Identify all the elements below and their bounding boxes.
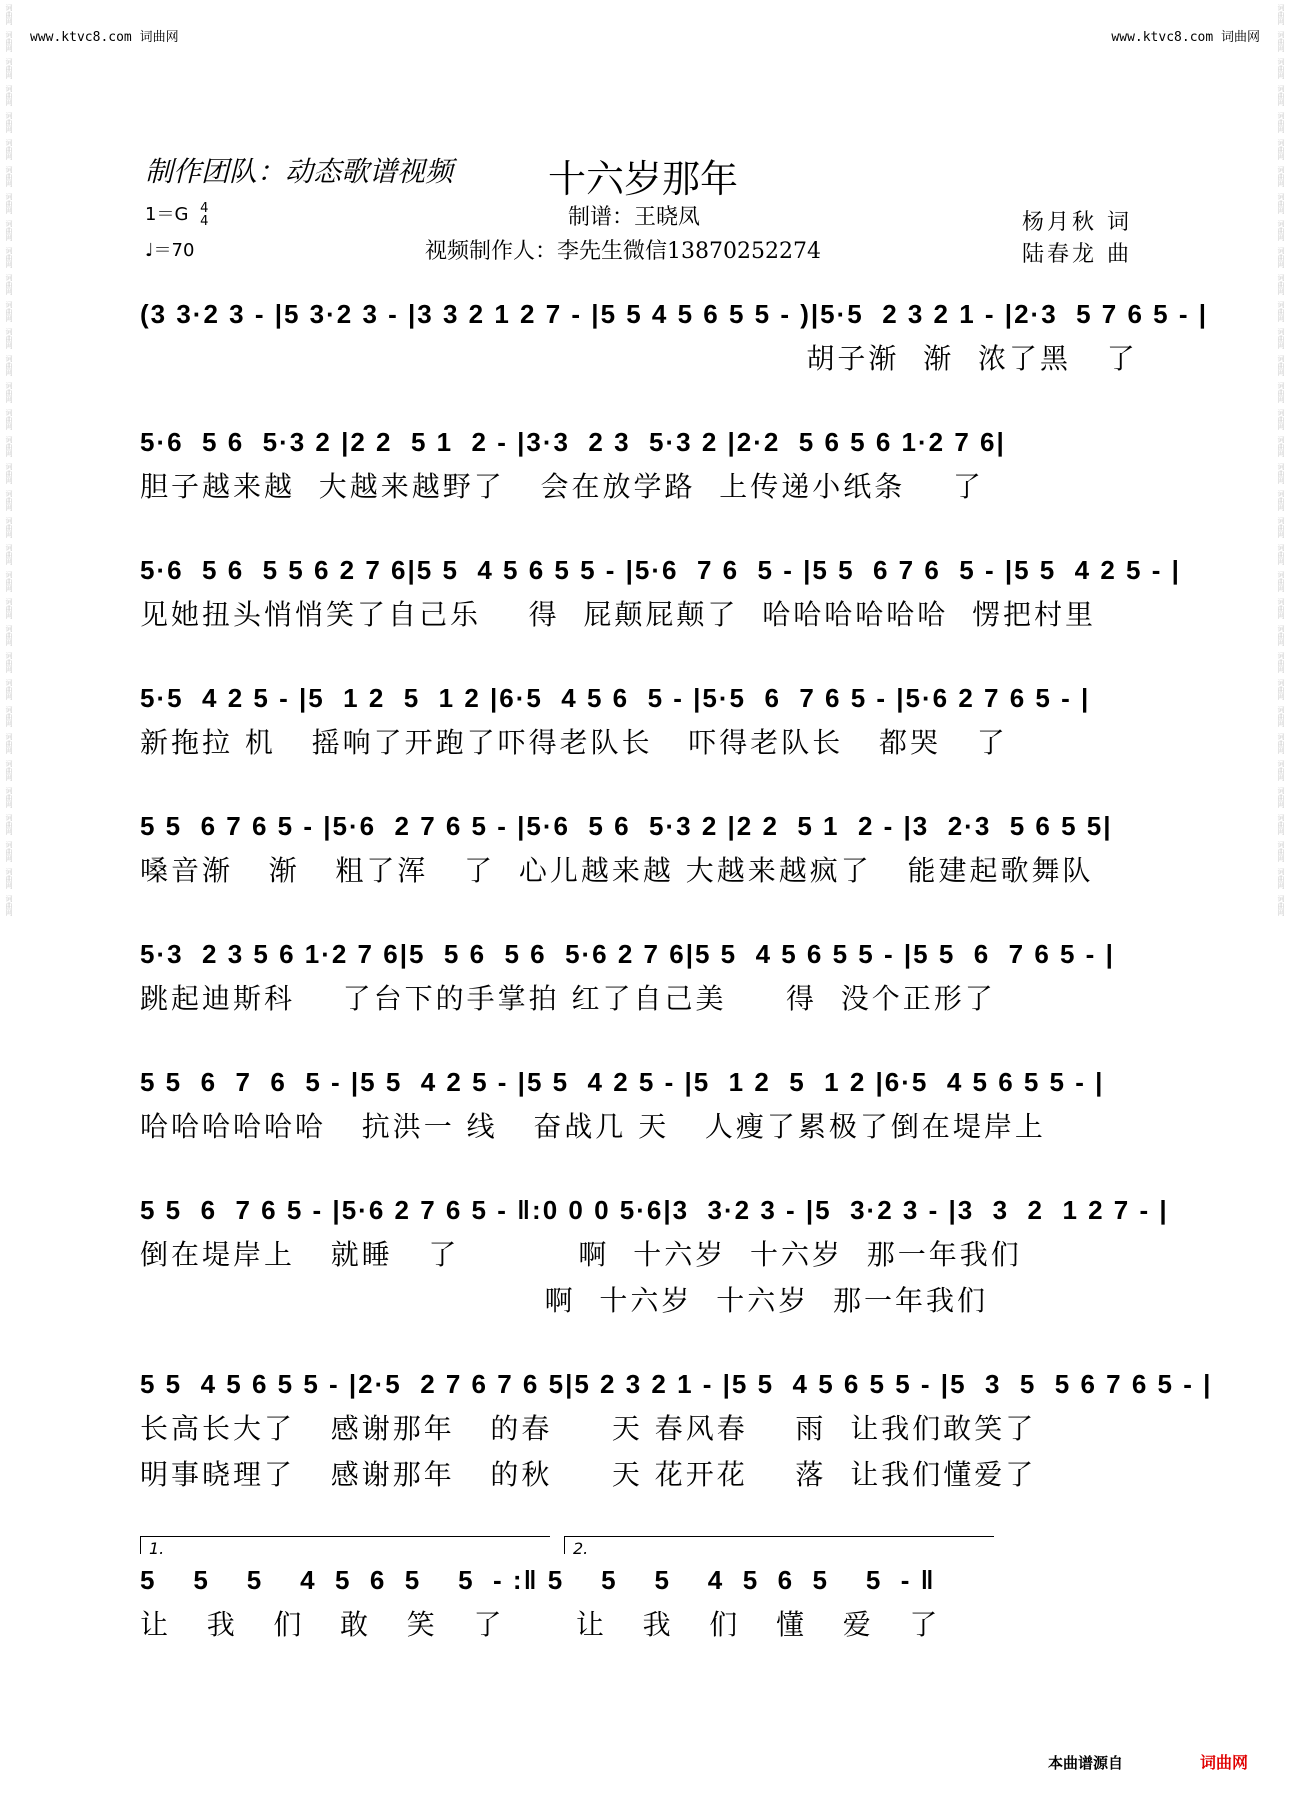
jianpu-notes: 5·3 2 3 5 6 1·2 7 6|5 5 6 5 6 5·6 2 7 6|5 5 4 5 6 5 5 - |5 5 6 7 6 5 - | [140, 939, 1115, 969]
lyric-line: 胡子渐 渐 浓了黑 了 [140, 342, 1138, 375]
side-watermark-glyph: 词曲网 [1277, 868, 1285, 889]
composer-credit: 陆春龙 曲 [1022, 242, 1132, 267]
second-ending: 2. [564, 1536, 994, 1554]
side-watermark-glyph: 词曲网 [1277, 814, 1285, 835]
meter-top: 4 [200, 201, 209, 216]
side-watermark-glyph: 词曲网 [5, 301, 13, 322]
side-watermark-glyph: 词曲网 [1277, 490, 1285, 511]
side-watermark-glyph: 词曲网 [1277, 517, 1285, 538]
first-ending: 1. [140, 1536, 550, 1554]
side-watermark-glyph: 词曲网 [1277, 355, 1285, 376]
side-watermark-glyph: 词曲网 [5, 328, 13, 349]
score-system [140, 676, 1150, 766]
key-label: 1＝G [145, 204, 189, 225]
jianpu-notes: 5·6 5 6 5·3 2 |2 2 5 1 2 - |3·3 2 3 5·3 2 |2·2 5 6 5 6 1·2 7 6| [140, 427, 1006, 457]
video-producer-credit: 视频制作人：李先生微信13870252274 [425, 239, 821, 264]
side-watermark-glyph: 词曲网 [5, 85, 13, 106]
tempo-marking: ♩＝70 [145, 240, 195, 261]
side-watermark-glyph: 词曲网 [5, 4, 13, 25]
side-watermark-glyph: 词曲网 [5, 31, 13, 52]
side-watermark-glyph: 词曲网 [5, 679, 13, 700]
side-watermark-glyph: 词曲网 [5, 841, 13, 862]
score-system [140, 548, 1181, 638]
side-watermark-glyph: 词曲网 [1277, 301, 1285, 322]
side-watermark-glyph: 词曲网 [5, 58, 13, 79]
side-watermark-glyph: 词曲网 [1277, 193, 1285, 214]
side-watermark-glyph: 词曲网 [1277, 31, 1285, 52]
side-watermark-glyph: 词曲网 [5, 409, 13, 430]
side-watermark-glyph: 词曲网 [5, 598, 13, 619]
side-watermark-glyph: 词曲网 [1277, 571, 1285, 592]
side-watermark-glyph: 词曲网 [5, 544, 13, 565]
production-team: 制作团队：动态歌谱视频 [145, 155, 454, 188]
score-system [140, 804, 1150, 894]
score-system [140, 932, 1150, 1022]
lyric-line: 见她扭头悄悄笑了自己乐 得 屁颠屁颠了 哈哈哈哈哈哈 愣把村里 [140, 598, 1097, 631]
score-body [140, 292, 1213, 1648]
side-watermark-glyph: 词曲网 [5, 193, 13, 214]
side-watermark-glyph: 词曲网 [5, 571, 13, 592]
side-watermark-glyph: 词曲网 [1277, 841, 1285, 862]
lyric-line: 长高长大了 感谢那年 的春 天 春风春 雨 让我们敢笑了 [140, 1412, 1037, 1445]
left-watermark-strip [0, 0, 18, 1804]
score-header [0, 140, 1290, 270]
side-watermark-glyph: 词曲网 [1277, 679, 1285, 700]
side-watermark-glyph: 词曲网 [1277, 382, 1285, 403]
lyric-line: 哈哈哈哈哈哈 抗洪一 线 奋战几 天 人瘦了累极了倒在堤岸上 [140, 1110, 1046, 1143]
jianpu-notes: 5 5 5 4 5 6 5 5 - :‖ 5 5 5 4 5 6 5 5 - ‖ [140, 1565, 936, 1595]
side-watermark-glyph: 词曲网 [5, 166, 13, 187]
right-watermark-strip [1272, 0, 1290, 1804]
side-watermark-glyph: 词曲网 [5, 652, 13, 673]
lyric-line: 倒在堤岸上 就睡 了 啊 十六岁 十六岁 那一年我们 [140, 1238, 1022, 1271]
score-system [140, 1060, 1150, 1150]
side-watermark-glyph: 词曲网 [1277, 112, 1285, 133]
score-system [140, 1536, 1150, 1648]
footer-brand: 词曲网 [1200, 1753, 1249, 1772]
jianpu-notes: 5 5 6 7 6 5 - |5 5 4 2 5 - |5 5 4 2 5 - |5 1 2 5 1 2 |6·5 4 5 6 5 5 - | [140, 1067, 1105, 1097]
side-watermark-glyph: 词曲网 [5, 247, 13, 268]
jianpu-notes: 5 5 6 7 6 5 - |5·6 2 7 6 5 - ‖:0 0 0 5·6|3 3·2 3 - |5 3·2 3 - |3 3 2 1 2 7 - | [140, 1195, 1169, 1225]
side-watermark-glyph: 词曲网 [5, 382, 13, 403]
lyric-line: 胆子越来越 大越来越野了 会在放学路 上传递小纸条 了 [140, 470, 984, 503]
side-watermark-glyph: 词曲网 [5, 463, 13, 484]
side-watermark-glyph: 词曲网 [5, 220, 13, 241]
side-watermark-glyph: 词曲网 [5, 139, 13, 160]
side-watermark-glyph: 词曲网 [1277, 895, 1285, 916]
lyric-line: 明事晓理了 感谢那年 的秋 天 花开花 落 让我们懂爱了 [140, 1458, 1037, 1491]
side-watermark-glyph: 词曲网 [1277, 409, 1285, 430]
side-watermark-glyph: 词曲网 [1277, 760, 1285, 781]
time-signature [200, 202, 208, 228]
side-watermark-glyph: 词曲网 [1277, 787, 1285, 808]
lyric-line: 新拖拉 机 摇响了开跑了吓得老队长 吓得老队长 都哭 了 [140, 726, 1008, 759]
arranger-credit: 制谱：王晓凤 [568, 205, 701, 230]
side-watermark-glyph: 词曲网 [1277, 139, 1285, 160]
side-watermark-glyph: 词曲网 [1277, 58, 1285, 79]
footer-source: 本曲谱源自 [1048, 1754, 1124, 1772]
jianpu-notes: 5·5 4 2 5 - |5 1 2 5 1 2 |6·5 4 5 6 5 - |5·5 6 7 6 5 - |5·6 2 7 6 5 - | [140, 683, 1091, 713]
side-watermark-glyph: 词曲网 [1277, 652, 1285, 673]
jianpu-notes: (3 3·2 3 - |5 3·2 3 - |3 3 2 1 2 7 - |5 5 4 5 6 5 5 - )|5·5 2 3 2 1 - |2·3 5 7 6 5 - | [140, 299, 1208, 329]
side-watermark-glyph: 词曲网 [5, 706, 13, 727]
score-system [140, 1188, 1169, 1324]
side-watermark-glyph: 词曲网 [5, 760, 13, 781]
side-watermark-glyph: 词曲网 [1277, 598, 1285, 619]
side-watermark-glyph: 词曲网 [5, 517, 13, 538]
side-watermark-glyph: 词曲网 [1277, 274, 1285, 295]
side-watermark-glyph: 词曲网 [1277, 436, 1285, 457]
side-watermark-glyph: 词曲网 [5, 436, 13, 457]
side-watermark-glyph: 词曲网 [5, 490, 13, 511]
score-system [140, 420, 1150, 510]
site-watermark-left: www.ktvc8.com 词曲网 [30, 30, 179, 45]
side-watermark-glyph: 词曲网 [5, 274, 13, 295]
side-watermark-glyph: 词曲网 [5, 355, 13, 376]
side-watermark-glyph: 词曲网 [1277, 463, 1285, 484]
jianpu-notes: 5 5 4 5 6 5 5 - |2·5 2 7 6 7 6 5|5 2 3 2 1 - |5 5 4 5 6 5 5 - |5 3 5 5 6 7 6 5 - | [140, 1369, 1213, 1399]
side-watermark-glyph: 词曲网 [1277, 220, 1285, 241]
side-watermark-glyph: 词曲网 [1277, 544, 1285, 565]
lyric-line: 让 我 们 敢 笑 了 让 我 们 懂 爱 了 [140, 1608, 941, 1641]
lyric-line: 嗓音渐 渐 粗了浑 了 心儿越来越 大越来越疯了 能建起歌舞队 [140, 854, 1094, 887]
volta-brackets [140, 1536, 1150, 1558]
side-watermark-glyph: 词曲网 [5, 625, 13, 646]
side-watermark-glyph: 词曲网 [1277, 625, 1285, 646]
meter-bottom: 4 [200, 214, 209, 229]
side-watermark-glyph: 词曲网 [5, 868, 13, 889]
key-signature [145, 200, 208, 228]
song-title: 十六岁那年 [548, 157, 739, 201]
side-watermark-glyph: 词曲网 [1277, 166, 1285, 187]
side-watermark-glyph: 词曲网 [5, 814, 13, 835]
side-watermark-glyph: 词曲网 [5, 895, 13, 916]
side-watermark-glyph: 词曲网 [5, 733, 13, 754]
side-watermark-glyph: 词曲网 [1277, 706, 1285, 727]
side-watermark-glyph: 词曲网 [5, 787, 13, 808]
score-system [140, 1362, 1213, 1498]
lyric-line: 啊 十六岁 十六岁 那一年我们 [140, 1284, 989, 1317]
side-watermark-glyph: 词曲网 [5, 112, 13, 133]
side-watermark-glyph: 词曲网 [1277, 4, 1285, 25]
side-watermark-glyph: 词曲网 [1277, 328, 1285, 349]
jianpu-notes: 5 5 6 7 6 5 - |5·6 2 7 6 5 - |5·6 5 6 5·3 2 |2 2 5 1 2 - |3 2·3 5 6 5 5| [140, 811, 1113, 841]
lyricist-credit: 杨月秋 词 [1022, 210, 1132, 235]
side-watermark-glyph: 词曲网 [1277, 733, 1285, 754]
jianpu-notes: 5·6 5 6 5 5 6 2 7 6|5 5 4 5 6 5 5 - |5·6 7 6 5 - |5 5 6 7 6 5 - |5 5 4 2 5 - | [140, 555, 1181, 585]
score-system [140, 292, 1208, 382]
lyric-line: 跳起迪斯科 了台下的手掌拍 红了自己美 得 没个正形了 [140, 982, 996, 1015]
side-watermark-glyph: 词曲网 [1277, 85, 1285, 106]
side-watermark-glyph: 词曲网 [1277, 247, 1285, 268]
site-watermark-right: www.ktvc8.com 词曲网 [1111, 30, 1260, 45]
